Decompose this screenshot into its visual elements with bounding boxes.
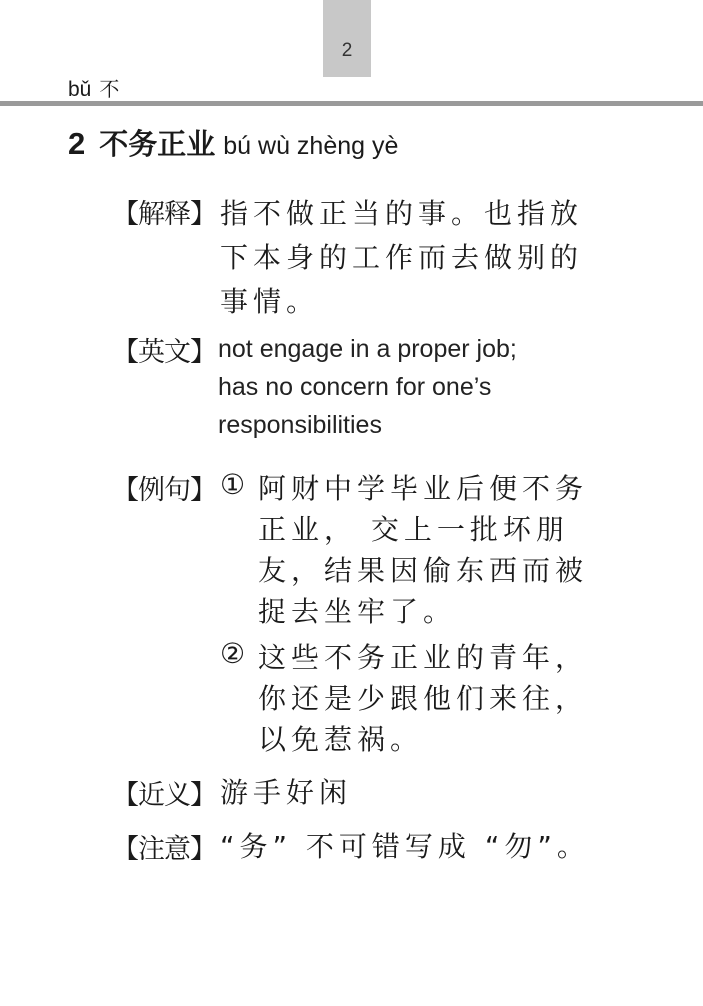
note-label: 【注意】: [112, 834, 216, 865]
example-marker: ②: [220, 637, 246, 670]
english-line: responsibilities: [218, 411, 382, 439]
example-2-text: [258, 637, 588, 760]
running-head: [68, 73, 119, 102]
example-line: 这些不务正业的青年，: [258, 641, 589, 674]
entry-pinyin: bú wù zhèng yè: [223, 132, 399, 160]
page-number: 2: [341, 40, 353, 61]
english-text: [218, 330, 517, 444]
header-rule: [0, 101, 703, 106]
english-line: has no concern for one’s: [218, 373, 492, 401]
explanation-text: [220, 192, 583, 324]
explanation-label: 【解释】: [112, 199, 216, 230]
synonym-text: 游手好闲: [220, 776, 353, 809]
running-head-pinyin: bǔ: [68, 78, 92, 101]
explanation-line: 事情。: [220, 285, 320, 318]
example-line: 你还是少跟他们来往，: [258, 682, 589, 715]
english-line: not engage in a proper job;: [218, 335, 517, 363]
example-marker: ①: [220, 468, 246, 501]
running-head-char: 不: [99, 77, 120, 101]
english-label: 【英文】: [112, 337, 216, 368]
example-line: 以免惹祸。: [258, 723, 424, 756]
entry-word: 不务正业: [99, 127, 216, 161]
synonym-label: 【近义】: [112, 780, 216, 811]
examples-label: 【例句】: [112, 475, 216, 506]
entry-number: 2: [68, 126, 86, 161]
explanation-line: 下本身的工作而去做别的: [220, 241, 584, 274]
explanation-line: 指不做正当的事。也指放: [220, 197, 584, 230]
note-text: “务” 不可错写成 “勿”。: [220, 830, 590, 863]
page-number-tab: [323, 0, 371, 77]
example-1-text: [258, 468, 588, 632]
example-line: 阿财中学毕业后便不务: [258, 472, 589, 505]
example-line: 正业， 交上一批坏朋: [258, 513, 569, 546]
example-line: 捉去坐牢了。: [258, 595, 457, 628]
entry-heading: [68, 122, 398, 163]
example-line: 友，结果因偷东西而被: [258, 554, 589, 587]
